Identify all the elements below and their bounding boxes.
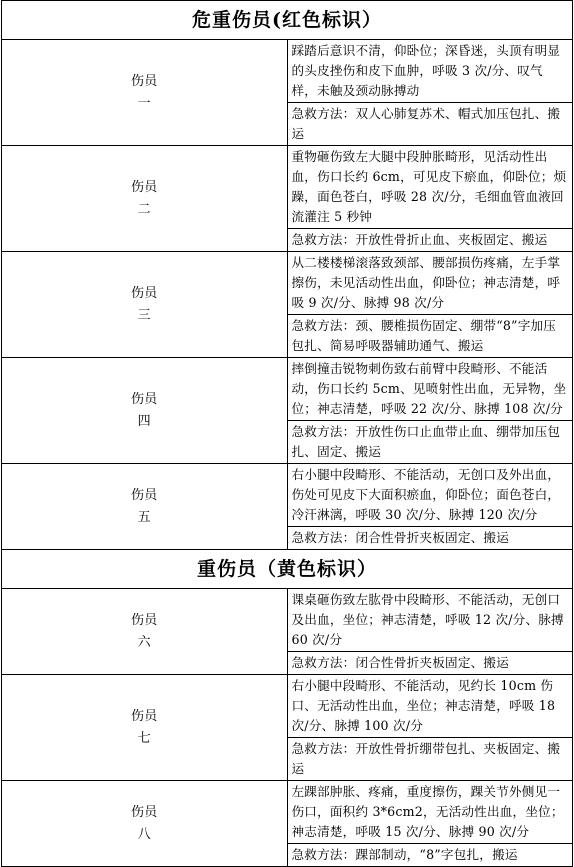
patient-name-label: 伤员 [131,391,158,407]
patient-name-label: 伤员 [131,487,158,503]
patient-name-label: 伤员 [131,179,158,195]
section-header-critical [2,1,573,40]
patient-name-number: 六 [137,634,151,650]
triage-table [1,0,573,867]
patient-name-number: 七 [137,730,151,746]
section-header-serious [2,550,573,589]
patient-condition: 踩踏后意识不清，仰卧位；深昏迷，头顶有明显的头皮挫伤和皮下血肿，呼吸 3 次/分、叹气样，未触及颈动脉搏动 [287,40,573,103]
section-title: 重伤员（黄色标识） [2,550,573,589]
patient-name-number: 八 [137,826,151,842]
patient-rescue: 急救方法：开放性骨折绷带包扎、夹板固定、搬运 [287,738,573,781]
patient-condition: 从二楼楼梯滚落致颈部、腰部损伤疼痛，左手掌擦伤，未见活动性出血，仰卧位；神志清楚，呼吸 9 次/分、脉搏 98 次/分 [287,252,573,315]
patient-name [2,146,288,252]
patient-condition-row [2,146,573,229]
section-title: 危重伤员(红色标识） [2,1,573,40]
patient-condition-row [2,252,573,315]
patient-name [2,675,288,781]
patient-name [2,40,288,146]
patient-name-label: 伤员 [131,612,158,628]
patient-name [2,358,288,464]
patient-condition-row [2,358,573,421]
patient-condition: 右小腿中段畸形、不能活动，无创口及外出血，伤处可见皮下大面积瘀血，仰卧位；面色苍白，冷汗淋漓，呼吸 30 次/分、脉搏 120 次/分 [287,464,573,527]
patient-rescue: 急救方法：踝部制动，“8”字包扎，搬运 [287,844,573,867]
patient-condition: 重物砸伤致左大腿中段肿胀畸形，见活动性出血，伤口长约 6cm，可见皮下瘀血，仰卧位；烦躁，面色苍白，呼吸 28 次/分，毛细血管血液回流灌注 5 秒钟 [287,146,573,229]
patient-condition: 右小腿中段畸形、不能活动，见约长 10cm 伤口、无活动性出血，坐位；神志清楚，呼吸 18 次/分、脉搏 100 次/分 [287,675,573,738]
patient-rescue: 急救方法：双人心肺复苏术、帽式加压包扎、搬运 [287,103,573,146]
patient-name-label: 伤员 [131,708,158,724]
patient-name-label: 伤员 [131,804,158,820]
patient-name [2,252,288,358]
patient-name [2,589,288,675]
patient-name [2,464,288,550]
patient-condition-row [2,589,573,652]
patient-condition: 摔倒撞击锐物刺伤致右前臂中段畸形、不能活动，伤口长约 5cm、见喷射性出血，无异物，坐位；神志清楚，呼吸 22 次/分、脉搏 108 次/分 [287,358,573,421]
patient-condition: 课桌砸伤致左肱骨中段畸形、不能活动，无创口及出血，坐位；神志清楚，呼吸 12 次/分、脉搏 60 次/分 [287,589,573,652]
patient-condition-row [2,40,573,103]
patient-condition-row [2,464,573,527]
patient-condition: 左踝部肿胀、疼痛，重度擦伤，踝关节外侧见一伤口，面积约 3*6cm2，无活动性出血，坐位；神志清楚，呼吸 15 次/分、脉搏 90 次/分 [287,781,573,844]
patient-rescue: 急救方法：开放性伤口止血带止血、绷带加压包扎、固定、搬运 [287,421,573,464]
patient-rescue: 急救方法：颈、腰椎损伤固定、绷带“8”字加压包扎、简易呼吸器辅助通气、搬运 [287,315,573,358]
patient-name-number: 一 [137,95,151,111]
patient-name-number: 二 [137,201,151,217]
patient-rescue: 急救方法：闭合性骨折夹板固定、搬运 [287,527,573,550]
patient-rescue: 急救方法：开放性骨折止血、夹板固定、搬运 [287,229,573,252]
patient-name [2,781,288,867]
patient-condition-row [2,675,573,738]
patient-condition-row [2,781,573,844]
patient-name-label: 伤员 [131,73,158,89]
patient-name-number: 五 [137,509,151,525]
patient-rescue: 急救方法：闭合性骨折夹板固定、搬运 [287,652,573,675]
patient-name-number: 四 [137,413,151,429]
patient-name-label: 伤员 [131,285,158,301]
patient-name-number: 三 [137,307,151,323]
